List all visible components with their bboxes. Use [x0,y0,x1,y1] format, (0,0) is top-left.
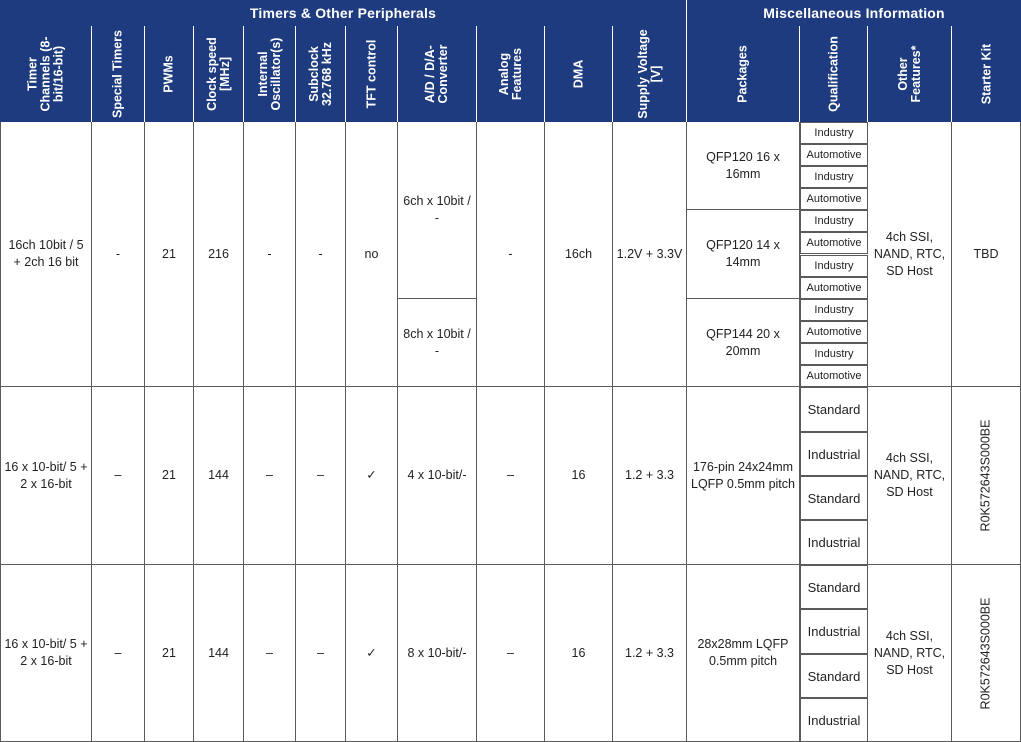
clock-cell: 144 [194,387,244,565]
column-header: Other Features* [868,26,952,122]
qualification-cell: Industry [800,166,868,188]
package-cell: QFP120 14 x 14mm [687,210,800,299]
qualification-cell: Industry [800,122,868,144]
column-header: Clock speed [MHz] [194,26,244,122]
oscillator-cell: – [244,565,296,742]
pwms-cell: 21 [145,565,194,742]
column-header: Special Timers [92,26,145,122]
timer-channels-cell: 16 x 10-bit/ 5 + 2 x 16-bit [0,387,92,565]
other-features-cell: 4ch SSI, NAND, RTC, SD Host [868,387,952,565]
timer-channels-cell: 16 x 10-bit/ 5 + 2 x 16-bit [0,565,92,742]
other-features-cell: 4ch SSI, NAND, RTC, SD Host [868,565,952,742]
other-features-cell: 4ch SSI, NAND, RTC, SD Host [868,122,952,387]
subclock-cell: – [296,565,346,742]
subclock-cell: – [296,387,346,565]
column-header: A/D / D/A- Converter [398,26,477,122]
column-header: Packages [687,26,800,122]
dma-cell: 16 [545,387,613,565]
adc-cell: 4 x 10-bit/- [398,387,477,565]
column-header: TFT control [346,26,398,122]
clock-cell: 144 [194,565,244,742]
oscillator-cell: – [244,387,296,565]
package-cell: 176-pin 24x24mm LQFP 0.5mm pitch [687,387,800,565]
column-header: Starter Kit [952,26,1021,122]
voltage-cell: 1.2 + 3.3 [613,565,687,742]
tft-cell: no [346,122,398,387]
column-header: DMA [545,26,613,122]
qualification-cell: Automotive [800,188,868,210]
clock-cell: 216 [194,122,244,387]
qualification-cell: Industrial [800,609,868,654]
group-header-misc: Miscellaneous Information [687,0,1021,26]
qualification-cell: Automotive [800,277,868,299]
dma-cell: 16ch [545,122,613,387]
special-timers-cell: – [92,565,145,742]
tft-cell: ✓ [346,387,398,565]
tft-cell: ✓ [346,565,398,742]
analog-cell: – [477,565,545,742]
voltage-cell: 1.2 + 3.3 [613,387,687,565]
qualification-cell: Industry [800,343,868,365]
subclock-cell: - [296,122,346,387]
starter-kit-label: R0K572643S000BE [978,597,993,709]
column-header: Timer Channels (8-bit/16-bit) [0,26,92,122]
column-header: Subclock 32.768 kHz [296,26,346,122]
column-header: Supply Voltage [V] [613,26,687,122]
qualification-cell: Industrial [800,432,868,476]
dma-cell: 16 [545,565,613,742]
table-body [0,122,1021,742]
qualification-cell: Standard [800,387,868,432]
qualification-cell: Standard [800,476,868,520]
special-timers-cell: - [92,122,145,387]
qualification-cell: Industry [800,299,868,321]
qualification-cell: Automotive [800,321,868,343]
starter-kit-cell: TBD [952,122,1021,387]
qualification-cell: Industrial [800,698,868,742]
package-cell: 28x28mm LQFP 0.5mm pitch [687,565,800,742]
package-cell: QFP144 20 x 20mm [687,299,800,387]
starter-kit-cell [952,387,1021,565]
column-header: PWMs [145,26,194,122]
pwms-cell: 21 [145,387,194,565]
qualification-cell: Automotive [800,365,868,387]
qualification-cell: Standard [800,565,868,609]
adc-cell: 8 x 10-bit/- [398,565,477,742]
special-timers-cell: – [92,387,145,565]
starter-kit-cell [952,565,1021,742]
column-header: Analog Features [477,26,545,122]
timer-channels-cell: 16ch 10bit / 5 + 2ch 16 bit [0,122,92,387]
group-header-timers: Timers & Other Peripherals [0,0,687,26]
pwms-cell: 21 [145,122,194,387]
voltage-cell: 1.2V + 3.3V [613,122,687,387]
analog-cell: – [477,387,545,565]
adc-cell: 6ch x 10bit / - [398,122,477,299]
package-cell: QFP120 16 x 16mm [687,122,800,210]
qualification-cell: Industry [800,255,868,277]
column-header: Internal Oscillator(s) [244,26,296,122]
starter-kit-label: R0K572643S000BE [978,419,993,532]
qualification-cell: Industrial [800,520,868,565]
qualification-cell: Standard [800,654,868,698]
qualification-cell: Automotive [800,144,868,166]
adc-cell: 8ch x 10bit / - [398,299,477,387]
column-header: Qualification [800,26,868,122]
qualification-cell: Automotive [800,232,868,254]
oscillator-cell: - [244,122,296,387]
qualification-cell: Industry [800,210,868,232]
analog-cell: - [477,122,545,387]
